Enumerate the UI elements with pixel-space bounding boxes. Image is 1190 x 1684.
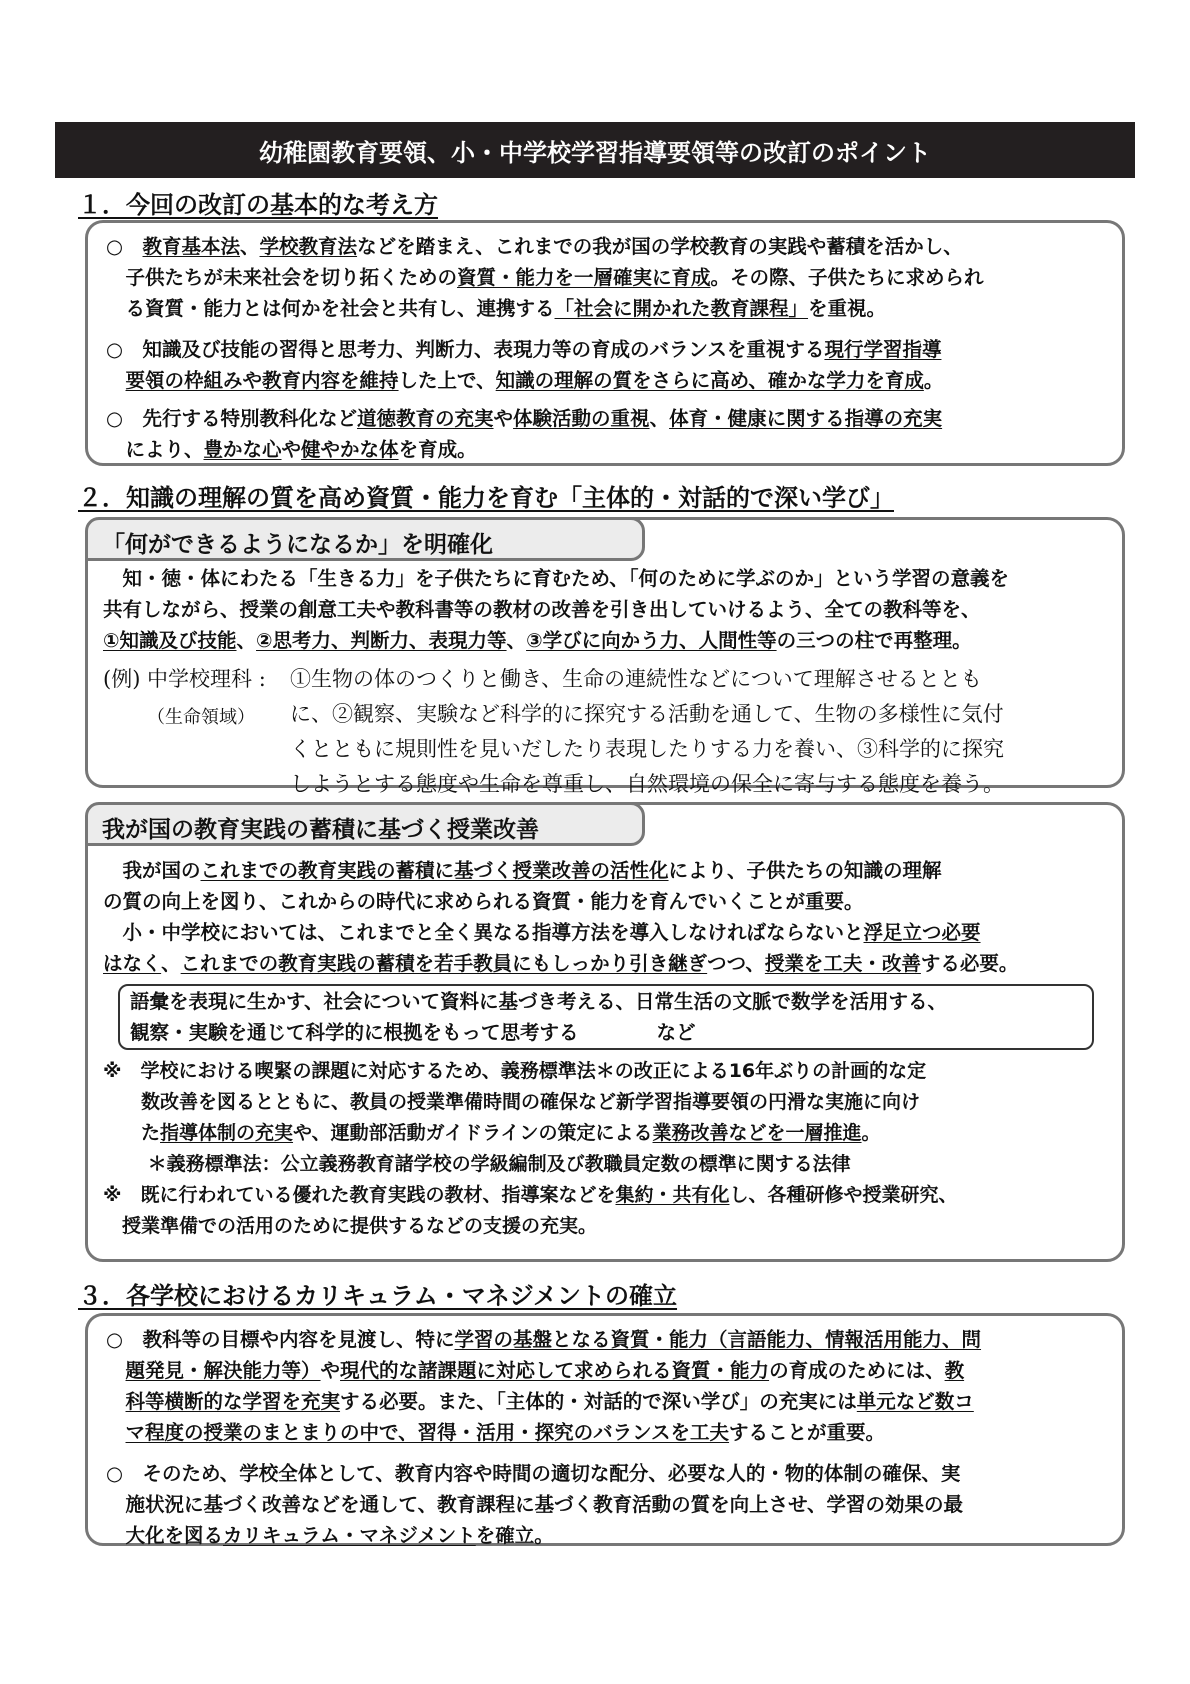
emphasized-text: 資質・能力を一層確実に育成 [457,266,711,289]
section3-heading: ３．各学校におけるカリキュラム・マネジメントの確立 [78,1282,678,1310]
text-run: する必要。 [920,952,1019,975]
emphasized-text: 集約・共有化 [615,1184,730,1206]
text-line [103,1178,958,1209]
emphasized-text: 題発見・解決能力等） [125,1359,321,1382]
text-line [106,1386,981,1417]
emphasized-text: はなく [103,952,162,975]
text-line [103,1147,958,1178]
emphasized-text: 体育・健康に関する指導の充実 [669,407,943,430]
text-run: 数改善を図るとともに、教員の授業準備時間の確保など新学習指導要領の円滑な実施に向け [103,1091,921,1113]
text-line [103,1054,958,1085]
text-run: した上で、 [398,369,496,392]
text-run: つつ、 [707,952,765,975]
text-run: ※ 既に行われている優れた教育実践の教材、指導案などを [103,1184,616,1206]
text-run: などを踏まえ、これまでの我が国の学校教育の実践や蓄積を活かし、 [357,235,963,258]
text-run: や [320,1359,341,1382]
text-line [103,855,1018,886]
text-line [106,1489,963,1520]
section3-item-1 [106,1324,981,1448]
emphasized-text: 豊かな心 [203,438,282,461]
text-run: の育成のためには、 [769,1359,945,1382]
emphasized-text: 現代的な諸課題に対応して求められる資質・能力 [340,1359,770,1382]
text-run [106,1359,126,1382]
emphasized-text: 教育基本法 [142,235,241,258]
emphasized-text: 指導体制の充実 [160,1122,294,1144]
text-run: により、子供たちの知識の理解 [668,859,942,882]
example-label: (例) 中学校理科 : [103,667,266,691]
emphasized-text: 教 [944,1359,965,1382]
text-run: 施状況に基づく改善などを通して、教育課程に基づく教育活動の質を向上させ、学習の効果の最 [106,1493,964,1516]
emphasized-text: 「社会に開かれた教育課程」 [554,297,809,320]
text-line [106,434,942,465]
emphasized-text: ①知識及び技能 [103,629,237,652]
text-line [106,365,943,396]
emphasized-text: 浮足立つ必要 [863,921,981,944]
text-run: 小・中学校においては、これまでと全く異なる指導方法を導入しなければならないと [103,921,864,944]
emphasized-text: 業務改善などを一層推進 [652,1122,862,1144]
text-run: 、 [161,952,181,975]
text-line: 語彙を表現に生かす、社会について資料に基づき考える、日常生活の文脈で数学を活用する、 [130,990,948,1013]
text-line: しようとする態度や生命を尊重し、自然環境の保全に寄与する態度を養う。 [290,772,1004,796]
section2-box-1-tab: 「何ができるようになるか」を明確化 [85,517,645,561]
text-line [106,262,984,293]
emphasized-text: これまでの教育実践の蓄積を若手教員にもしっかり引き継ぎ [180,952,708,975]
text-line [106,231,984,262]
emphasized-text: 要領の枠組みや教育内容を維持 [125,369,399,392]
text-line [106,1355,981,1386]
text-run: 、 [236,629,257,652]
text-run: ○ そのため、学校全体として、教育内容や時間の適切な配分、必要な人的・物的体制の確保、実 [106,1462,961,1485]
section1-item-3 [106,403,942,465]
examples-text [130,986,947,1048]
text-run: し、各種研修や授業研究、 [729,1184,958,1206]
text-line: 観察・実験を通じて科学的に根拠をもって思考する など [130,1021,696,1044]
section3-item-2 [106,1458,963,1551]
text-line [103,594,1009,625]
text-line [106,1520,963,1551]
text-line [103,1085,958,1116]
section1-item-1 [106,231,984,324]
text-run: 、 [649,407,670,430]
section2-box-1-text [103,563,1009,656]
text-line [106,1324,981,1355]
text-line [103,1116,958,1147]
text-line [106,1458,963,1489]
text-run [106,369,126,392]
emphasized-text: 科等横断的な学習を充実 [125,1390,341,1413]
text-line: に、②観察、実験など科学的に探究する活動を通して、生物の多様性に気付 [290,702,1004,726]
emphasized-text: カリキュラム・マネジメント [223,1524,476,1547]
emphasized-text: 学習の基盤となる資質・能力（言語能力、情報活用能力、問 [454,1328,982,1351]
emphasized-text: 健やかな体 [301,438,399,461]
text-run: る資質・能力とは何かを社会と共有し、連携する [106,297,555,320]
text-run [106,1421,126,1444]
text-run: ○ [106,235,143,258]
text-run: や [493,407,514,430]
text-line: ①生物の体のつくりと働き、生命の連続性などについて理解させるととも [290,667,982,691]
text-line: くとともに規則性を見いだしたり表現したりする力を養い、③科学的に探究 [290,737,1004,761]
text-run: や、運動部活動ガイドラインの策定による [293,1122,653,1144]
section2-heading: ２．知識の理解の質を高め資質・能力を育む「主体的・対話的で深い学び」 [78,484,894,512]
text-run: する必要。また、「主体的・対話的で深い学び」の充実には [340,1390,857,1413]
emphasized-text: これまでの教育実践の蓄積に基づく授業改善の活性化 [200,859,669,882]
emphasized-text: 体験活動の重視 [513,407,650,430]
emphasized-text: 単元など数コ [856,1390,974,1413]
emphasized-text: 知識の理解の質をさらに高め、確かな学力を育成 [495,369,924,392]
text-run: 。 [861,1122,881,1144]
emphasized-text: 道徳教育の充実 [357,407,494,430]
emphasized-text: ②思考力、判断力、表現力等 [256,629,507,652]
text-run [106,1390,126,1413]
section1-item-2 [106,334,943,396]
text-run: を確立。 [475,1524,554,1547]
text-line [103,625,1009,656]
text-run: を重視。 [808,297,887,320]
text-run: 大化を図る [106,1524,224,1547]
section3-box [85,1313,1125,1546]
text-run: 。その際、子供たちに求められ [710,266,984,289]
example-sublabel: （生命領域） [147,707,255,728]
text-run: の質の向上を図り、これからの時代に求められる資質・能力を育んでいくことが重要。 [103,890,864,913]
text-line [103,948,1018,979]
section1-heading: １．今回の改訂の基本的な考え方 [78,191,438,219]
text-line [106,334,943,365]
text-run: ○ 知識及び技能の習得と思考力、判断力、表現力等の育成のバランスを重視する [106,338,825,361]
text-run: 我が国の [103,859,201,882]
text-run: 知・徳・体にわたる「生きる力」を子供たちに育むため、「何のために学ぶのか」という学習の意義を [103,567,1009,590]
emphasized-text: 授業を工夫・改善 [764,952,921,975]
text-run: 、 [506,629,527,652]
text-run: ※ 学校における喫緊の課題に対応するため、義務標準法＊の改正による16年ぶりの計画的な定 [103,1060,927,1082]
text-run: することが重要。 [729,1421,886,1444]
text-run: 授業準備での活用のために提供するなどの支援の充実。 [103,1215,598,1237]
emphasized-text: マ程度の授業のまとまりの中で、習得・活用・探究のバランスを工夫 [125,1421,730,1444]
text-run: ○ 先行する特別教科化など [106,407,358,430]
text-run: の三つの柱で再整理。 [776,629,972,652]
text-line [103,563,1009,594]
text-run: 、 [240,235,260,258]
section1-box [85,220,1125,466]
text-run: や [281,438,302,461]
text-line [103,917,1018,948]
example-text [290,662,1004,802]
text-line [103,886,1018,917]
text-line [103,1209,958,1240]
text-run: ＊義務標準法：公立義務教育諸学校の学級編制及び教職員定数の標準に関する法律 [103,1153,851,1175]
text-run: 子供たちが未来社会を切り拓くための [106,266,458,289]
text-run: 。 [923,369,944,392]
text-run: た [103,1122,161,1144]
emphasized-text: 現行学習指導 [824,338,942,361]
section2-box-2-text [103,855,1018,979]
emphasized-text: 学校教育法 [259,235,358,258]
text-run: ○ 教科等の目標や内容を見渡し、特に [106,1328,455,1351]
text-run: により、 [106,438,204,461]
emphasized-text: ③学びに向かう力、人間性等 [526,629,777,652]
text-run: を育成。 [398,438,477,461]
section2-box-2-tab: 我が国の教育実践の蓄積に基づく授業改善 [85,802,645,846]
text-run: 共有しながら、授業の創意工夫や教科書等の教材の改善を引き出していけるよう、全ての教科等を、 [103,598,981,621]
section2-notes [103,1054,958,1240]
document-title: 幼稚園教育要領、小・中学校学習指導要領等の改訂のポイント [55,122,1135,178]
text-line [106,293,984,324]
text-line [106,1417,981,1448]
text-line [106,403,942,434]
